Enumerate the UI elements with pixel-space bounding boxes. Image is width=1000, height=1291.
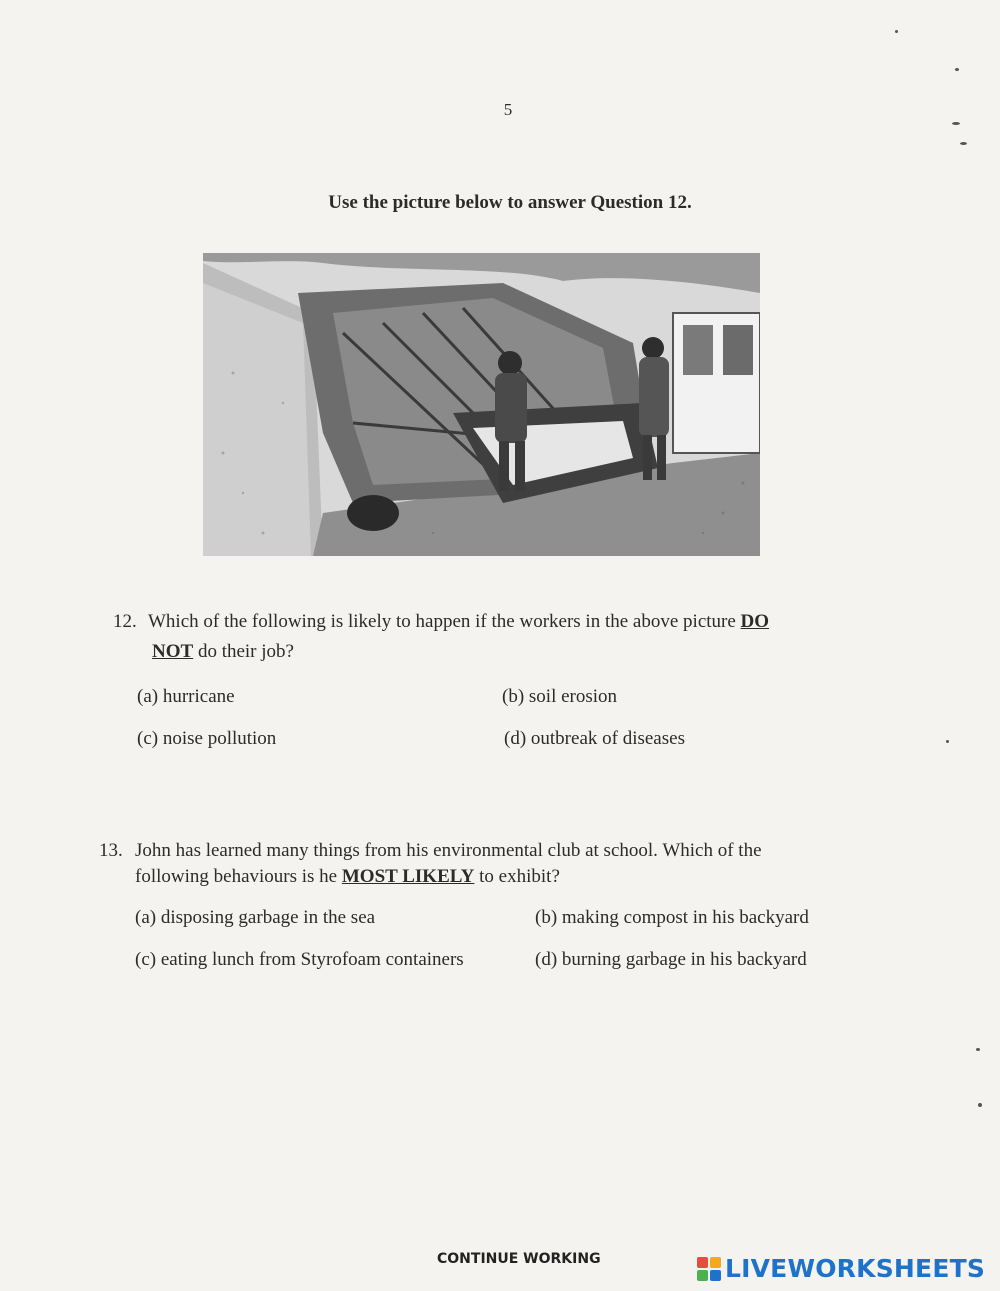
scan-speck — [976, 1048, 980, 1051]
garbage-truck-photo — [203, 253, 760, 556]
question-instruction: Use the picture below to answer Question 12. — [328, 192, 692, 213]
question-12-option-b[interactable]: (b) soil erosion — [502, 686, 618, 707]
continue-working-label: CONTINUE WORKING — [437, 1251, 601, 1267]
scan-speck — [952, 122, 960, 125]
logo-square-blue — [710, 1270, 721, 1281]
scan-speck — [895, 30, 898, 33]
scan-speck — [978, 1103, 982, 1107]
question-12-option-c[interactable]: (c) noise pollution — [137, 728, 277, 749]
logo-square-red — [697, 1257, 708, 1268]
question-12-option-a[interactable]: (a) hurricane — [137, 686, 235, 707]
logo-square-green — [697, 1270, 708, 1281]
liveworksheets-brand-text: LIVEWORKSHEETS — [725, 1254, 986, 1283]
question-13-emphasis: MOST LIKELY — [341, 866, 475, 887]
question-13-option-b[interactable]: (b) making compost in his backyard — [535, 907, 809, 928]
scan-speck — [955, 68, 959, 71]
question-13-number: 13. — [99, 840, 123, 861]
question-13-option-d[interactable]: (d) burning garbage in his backyard — [535, 949, 807, 970]
question-13-option-a[interactable]: (a) disposing garbage in the sea — [135, 907, 376, 928]
scan-speck — [960, 142, 967, 145]
question-12-number: 12. — [113, 611, 137, 632]
question-12-emphasis-not: NOT — [152, 641, 194, 662]
question-12-emphasis-do: DO — [740, 611, 770, 632]
question-12-text-line1: Which of the following is likely to happen if the workers in the above picture — [148, 611, 736, 632]
scan-speck — [946, 740, 949, 743]
liveworksheets-logo[interactable] — [697, 1254, 985, 1283]
question-13-text-line1: John has learned many things from his environmental club at school. Which of the — [135, 840, 762, 861]
question-12-option-d[interactable]: (d) outbreak of diseases — [504, 728, 685, 749]
question-13-text-line2-end: to exhibit? — [479, 866, 560, 887]
liveworksheets-logo-icon — [697, 1257, 721, 1281]
question-13-text-line2: following behaviours is he — [135, 866, 338, 887]
question-13-option-c[interactable]: (c) eating lunch from Styrofoam containers — [135, 949, 464, 970]
page-number: 5 — [503, 100, 513, 119]
question-12-text-line2: do their job? — [197, 641, 294, 662]
logo-square-orange — [710, 1257, 721, 1268]
